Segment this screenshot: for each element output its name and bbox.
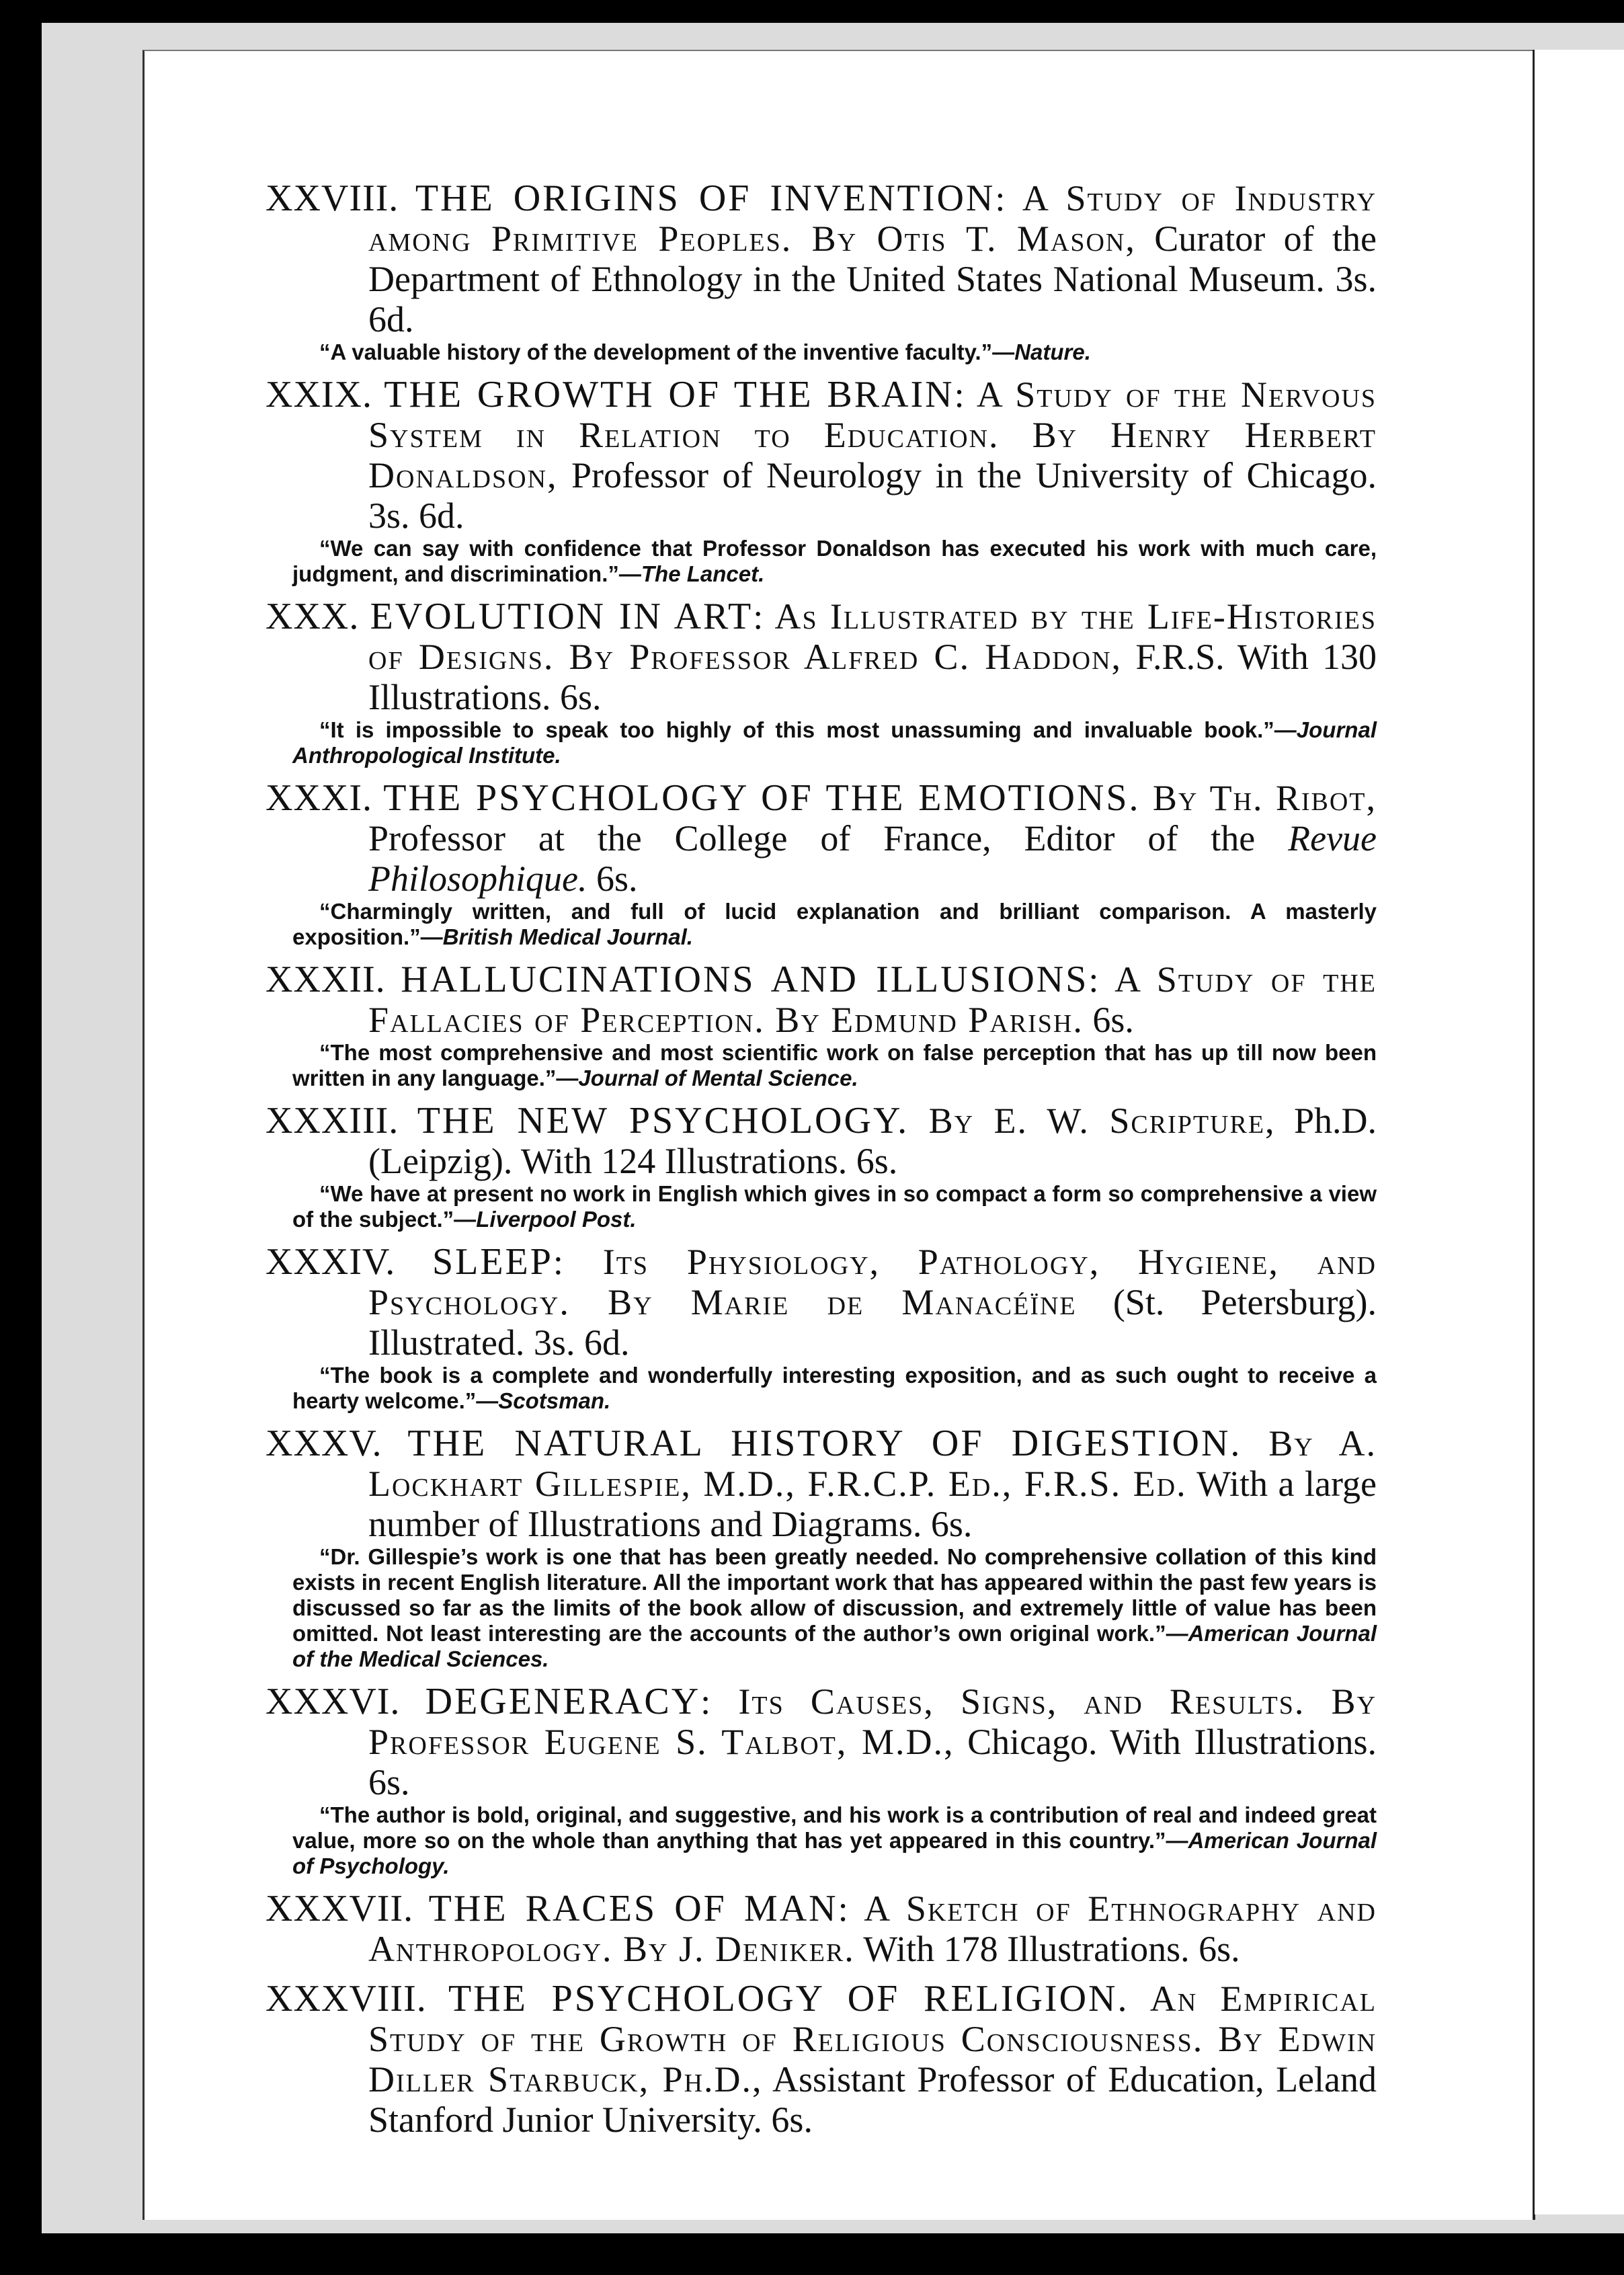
- quote-source: British Medical Journal.: [442, 924, 693, 949]
- quote-text: “The most comprehensive and most scientific work on false perception that has up till now been written in any language.”—: [292, 1040, 1377, 1090]
- volume-number: XXXV.: [266, 1423, 382, 1464]
- book-details: 6s.: [1083, 1000, 1134, 1040]
- scan-border-bottom: [0, 2233, 1624, 2275]
- book-details: Ph.D. (Leipzig). With 124 Illustrations. 6s.: [368, 1101, 1377, 1181]
- press-quote: [266, 1544, 1377, 1672]
- book-author: By Edmund Parish.: [764, 1000, 1084, 1040]
- volume-number: XXIX.: [266, 374, 372, 415]
- book-details: F.R.S. With 130 Illustrations. 6s.: [368, 637, 1377, 717]
- volume-number: XXXVII.: [266, 1888, 414, 1929]
- entry-heading: [266, 1979, 1377, 2140]
- book-author: By J. Deniker.: [612, 1929, 855, 1969]
- entry-heading: [266, 1888, 1377, 1969]
- quote-source: The Lancet.: [641, 561, 765, 586]
- book-author: By Otis T. Mason,: [792, 218, 1136, 259]
- book-author: By Edwin Diller Starbuck, Ph.D.,: [368, 2019, 1377, 2100]
- facing-page-edge: [1533, 50, 1624, 2214]
- book-entry: [266, 1242, 1377, 1414]
- book-subtitle: : A Sketch of Ethnography and Anthropology.: [368, 1888, 1377, 1969]
- book-details: With a large number of Illustrations and Diagrams. 6s.: [368, 1464, 1377, 1544]
- press-quote: [266, 340, 1377, 365]
- book-entry: [266, 178, 1377, 365]
- book-title: THE PSYCHOLOGY OF RELIGION.: [448, 1978, 1129, 2020]
- book-entry: [266, 1101, 1377, 1232]
- book-title: THE ORIGINS OF INVENTION: [415, 177, 996, 219]
- entry-heading: [266, 374, 1377, 536]
- book-price: 6s.: [587, 859, 638, 899]
- entry-heading: [266, 1101, 1377, 1181]
- press-quote: [266, 899, 1377, 950]
- volume-number: XXX.: [266, 596, 360, 637]
- scan-border-left: [0, 0, 42, 2275]
- book-details: With 178 Illustrations. 6s.: [854, 1929, 1240, 1969]
- quote-text: “A valuable history of the development of the inventive faculty.”—: [319, 340, 1015, 364]
- quote-text: “Dr. Gillespie’s work is one that has been greatly needed. No comprehensive collation of this kind exists in recent English literature. All the important work that has appeared within the past few years is discussed so far as the limits of the book allow of discussion, and extremely little of value has been omitted. Not least interesting are the accounts of the author’s own original work.”—: [292, 1544, 1377, 1646]
- press-quote: [266, 717, 1377, 768]
- volume-number: XXXIII.: [266, 1100, 399, 1142]
- entry-heading: [266, 959, 1377, 1040]
- quote-source: American Journal of Psychology.: [292, 1828, 1377, 1878]
- book-author: By A. Lockhart Gillespie, M.D., F.R.C.P. Ed., F.R.S. Ed.: [368, 1423, 1377, 1504]
- entry-heading: [266, 596, 1377, 717]
- quote-source: Nature.: [1014, 340, 1091, 364]
- quote-source: American Journal of the Medical Sciences.: [292, 1621, 1377, 1671]
- quote-source: Scotsman.: [498, 1388, 611, 1413]
- book-subtitle: : A Study of the Nervous System in Relation to Education.: [368, 374, 1377, 455]
- book-details: Professor at the College of France, Editor of the: [368, 818, 1289, 859]
- volume-number: XXXI.: [266, 777, 372, 819]
- press-quote: [266, 1363, 1377, 1414]
- book-title: THE NATURAL HISTORY OF DIGESTION.: [407, 1423, 1242, 1464]
- book-entry: [266, 596, 1377, 768]
- journal-name: Revue Philosophique.: [368, 818, 1377, 899]
- book-author: By Marie de Manacéïne: [569, 1282, 1077, 1322]
- book-title: DEGENERACY: [425, 1681, 701, 1722]
- quote-source: Journal Anthropological Institute.: [292, 717, 1377, 768]
- scan-border-top: [0, 0, 1624, 23]
- book-author: By Professor Eugene S. Talbot, M.D.,: [368, 1681, 1377, 1762]
- entry-heading: [266, 1423, 1377, 1544]
- quote-text: “The author is bold, original, and suggestive, and his work is a contribution of real and indeed great value, more so on the whole than anything that has yet appeared in this country.”—: [292, 1802, 1377, 1853]
- quote-text: “We can say with confidence that Professor Donaldson has executed his work with much care, judgment, and discrimination.”—: [292, 536, 1377, 586]
- book-subtitle: : A Study of the Fallacies of Perception.: [368, 959, 1377, 1040]
- press-quote: [266, 536, 1377, 587]
- volume-number: XXXVIII.: [266, 1978, 427, 2020]
- entry-heading: [266, 778, 1377, 899]
- book-details: (St. Petersburg). Illustrated. 3s. 6d.: [368, 1282, 1377, 1363]
- book-details: Assistant Professor of Education, Leland Stanford Junior University. 6s.: [368, 2059, 1377, 2140]
- press-quote: [266, 1181, 1377, 1232]
- book-title: SLEEP: [432, 1241, 553, 1283]
- book-title: EVOLUTION IN ART: [370, 596, 754, 637]
- book-list: [266, 178, 1377, 2149]
- book-author: By Henry Herbert Donaldson,: [368, 415, 1377, 495]
- book-entry: [266, 959, 1377, 1091]
- volume-number: XXVIII.: [266, 177, 399, 219]
- book-subtitle: : Its Physiology, Pathology, Hygiene, and Psychology.: [368, 1242, 1377, 1322]
- quote-text: “We have at present no work in English which gives in so compact a form so comprehensive a view of the subject.”—: [292, 1181, 1377, 1232]
- book-details: Professor of Neurology in the University of Chicago. 3s. 6d.: [368, 455, 1377, 536]
- book-title: HALLUCINATIONS AND ILLUSIONS: [401, 959, 1089, 1000]
- book-entry: [266, 374, 1377, 587]
- quote-text: “The book is a complete and wonderfully interesting exposition, and as such ought to receive a hearty welcome.”—: [292, 1363, 1377, 1413]
- quote-source: Journal of Mental Science.: [578, 1066, 858, 1090]
- volume-number: XXXVI.: [266, 1681, 401, 1722]
- book-subtitle: : A Study of Industry among Primitive Peoples.: [368, 178, 1377, 259]
- book-title: THE NEW PSYCHOLOGY.: [417, 1100, 909, 1142]
- quote-text: “Charmingly written, and full of lucid explanation and brilliant comparison. A masterly exposition.”—: [292, 899, 1377, 949]
- entry-heading: [266, 1681, 1377, 1802]
- book-subtitle: : Its Causes, Signs, and Results.: [700, 1681, 1305, 1722]
- book-entry: [266, 1979, 1377, 2140]
- press-quote: [266, 1802, 1377, 1879]
- book-details: Chicago. With Illustrations. 6s.: [368, 1722, 1377, 1802]
- entry-heading: [266, 1242, 1377, 1363]
- book-entry: [266, 778, 1377, 950]
- quote-text: “It is impossible to speak too highly of this most unassuming and invaluable book.”—: [319, 717, 1297, 742]
- book-title: THE RACES OF MAN: [428, 1888, 838, 1929]
- entry-heading: [266, 178, 1377, 340]
- press-quote: [266, 1040, 1377, 1091]
- volume-number: XXXII.: [266, 959, 386, 1000]
- book-title: THE GROWTH OF THE BRAIN: [384, 374, 955, 415]
- book-title: THE PSYCHOLOGY OF THE EMOTIONS.: [383, 777, 1141, 819]
- book-author: By Professor Alfred C. Haddon,: [554, 637, 1123, 677]
- book-entry: [266, 1888, 1377, 1969]
- volume-number: XXXIV.: [266, 1241, 396, 1283]
- book-subtitle: An Empirical Study of the Growth of Religious Consciousness.: [368, 1979, 1377, 2059]
- quote-source: Liverpool Post.: [476, 1207, 637, 1232]
- book-details: Curator of the Department of Ethnology in the United States National Museum. 3s. 6d.: [368, 218, 1377, 340]
- book-entry: [266, 1423, 1377, 1672]
- book-entry: [266, 1681, 1377, 1879]
- book-subtitle: : As Illustrated by the Life-Histories of Designs.: [368, 596, 1377, 677]
- book-author: By E. W. Scripture,: [909, 1101, 1276, 1141]
- book-author: By Th. Ribot,: [1140, 778, 1377, 818]
